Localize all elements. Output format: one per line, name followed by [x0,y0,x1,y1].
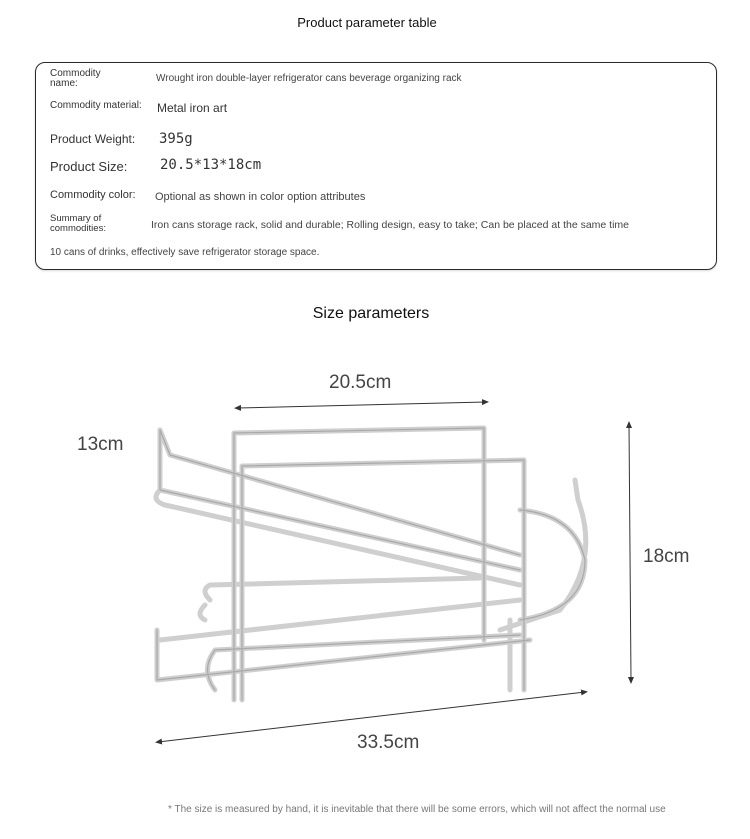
material-value: Metal iron art [157,101,228,115]
weight-label: Product Weight: [50,132,136,146]
name-value: Wrought iron double-layer refrigerator cans beverage organizing rack [156,73,462,84]
width-dimension: 20.5cm [329,372,392,393]
height-arrow [629,424,631,681]
measurement-note: * The size is measured by hand, it is inevitable that there will be some errors, which will not affect the normal use [168,804,666,815]
name-label: Commodity name: [50,68,101,89]
summary-continuation: 10 cans of drinks, effectively save refrigerator storage space. [50,247,320,258]
material-label: Commodity material: [50,100,142,111]
height-dimension: 18cm [643,546,690,567]
size-value: 20.5*13*18cm [160,157,262,173]
table-title: Product parameter table [297,15,437,30]
summary-label: Summary of commodities: [50,213,106,234]
color-value: Optional as shown in color option attributes [155,191,366,203]
summary-value: Iron cans storage rack, solid and durable; Rolling design, easy to take; Can be placed at the same time [151,219,630,231]
color-label: Commodity color: [50,189,136,201]
size-section-title: Size parameters [312,305,430,322]
weight-value: 395g [159,131,193,147]
depth-dimension: 13cm [77,434,124,455]
length-dimension: 33.5cm [357,732,420,753]
size-label: Product Size: [50,159,128,174]
width-arrow [237,402,486,408]
